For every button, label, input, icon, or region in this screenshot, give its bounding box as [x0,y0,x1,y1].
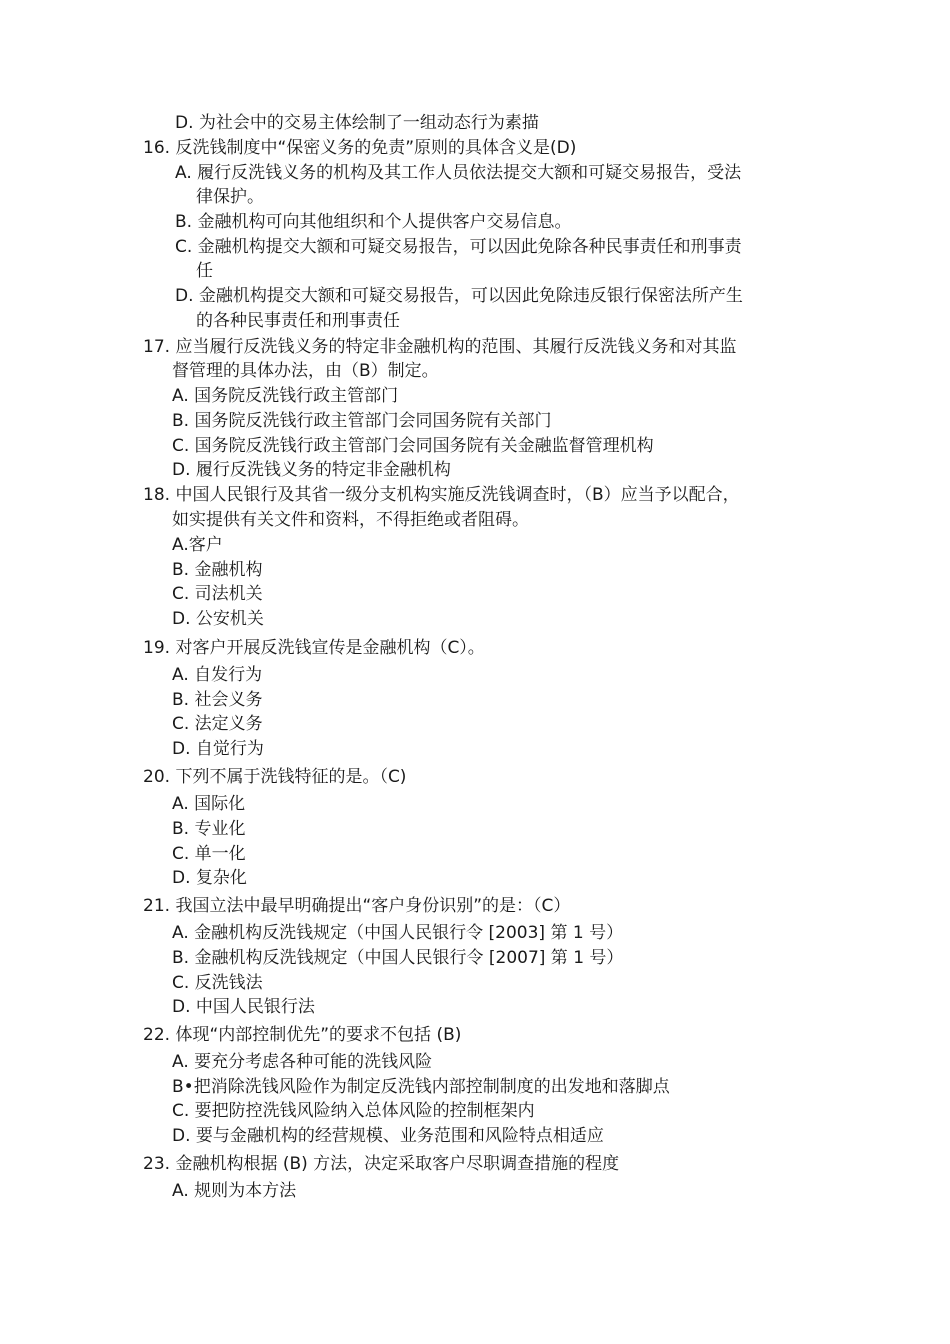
q16-option-d: D. 金融机构提交大额和可疑交易报告，可以因此免除违反银行保密法所产生 [175,286,743,306]
q23-stem: 23. 金融机构根据 (B) 方法，决定采取客户尽职调查措施的程度 [143,1154,620,1174]
q20-stem: 20. 下列不属于洗钱特征的是。（C) [143,767,407,787]
q20-option-b: B. 专业化 [172,819,246,839]
q19-option-b: B. 社会义务 [172,690,263,710]
q16-option-c-cont: 任 [196,261,213,281]
q17-stem-cont: 督管理的具体办法，由（B）制定。 [172,361,439,381]
q16-option-a-cont: 律保护。 [196,187,264,207]
q22-stem: 22. 体现“内部控制优先”的要求不包括 (B) [143,1025,462,1045]
q19-option-a: A. 自发行为 [172,665,263,685]
q22-option-d: D. 要与金融机构的经营规模、业务范围和风险特点相适应 [172,1126,604,1146]
q23-option-a: A. 规则为本方法 [172,1181,297,1201]
q21-option-d: D. 中国人民银行法 [172,997,315,1017]
q15-option-d: D. 为社会中的交易主体绘制了一组动态行为素描 [175,113,539,133]
q19-option-c: C. 法定义务 [172,714,263,734]
q17-option-a: A. 国务院反洗钱行政主管部门 [172,386,399,406]
q18-stem: 18. 中国人民银行及其省一级分支机构实施反洗钱调查时，（B）应当予以配合， [143,485,740,505]
q17-option-d: D. 履行反洗钱义务的特定非金融机构 [172,460,451,480]
q20-option-a: A. 国际化 [172,794,246,814]
q22-option-a: A. 要充分考虑各种可能的洗钱风险 [172,1052,433,1072]
q20-option-d: D. 复杂化 [172,868,247,888]
q18-option-d: D. 公安机关 [172,609,264,629]
q16-option-b: B. 金融机构可向其他组织和个人提供客户交易信息。 [175,212,572,232]
q21-option-c: C. 反洗钱法 [172,973,263,993]
q17-stem: 17. 应当履行反洗钱义务的特定非金融机构的范围、其履行反洗钱义务和对其监 [143,337,737,357]
q16-stem: 16. 反洗钱制度中“保密义务的免责”原则的具体含义是(D) [143,138,577,158]
q20-option-c: C. 单一化 [172,844,246,864]
q19-stem: 19. 对客户开展反洗钱宣传是金融机构（C）。 [143,638,485,658]
q17-option-b: B. 国务院反洗钱行政主管部门会同国务院有关部门 [172,411,552,431]
q18-option-b: B. 金融机构 [172,560,263,580]
q18-option-a: A.客户 [172,535,223,555]
q18-stem-cont: 如实提供有关文件和资料，不得拒绝或者阻碍。 [172,510,529,530]
q21-option-b: B. 金融机构反洗钱规定（中国人民银行令 [2007] 第 1 号） [172,948,624,968]
q19-option-d: D. 自觉行为 [172,739,264,759]
q21-stem: 21. 我国立法中最早明确提出“客户身份识别”的是：（C） [143,896,571,916]
q18-option-c: C. 司法机关 [172,584,263,604]
q16-option-c: C. 金融机构提交大额和可疑交易报告，可以因此免除各种民事责任和刑事责 [175,237,742,257]
q17-option-c: C. 国务院反洗钱行政主管部门会同国务院有关金融监督管理机构 [172,436,654,456]
q16-option-d-cont: 的各种民事责任和刑事责任 [196,311,400,331]
q16-option-a: A. 履行反洗钱义务的机构及其工作人员依法提交大额和可疑交易报告，受法 [175,163,742,183]
q21-option-a: A. 金融机构反洗钱规定（中国人民银行令 [2003] 第 1 号） [172,923,624,943]
q22-option-b: B•把消除洗钱风险作为制定反洗钱内部控制制度的出发地和落脚点 [172,1077,670,1097]
q22-option-c: C. 要把防控洗钱风险纳入总体风险的控制框架内 [172,1101,535,1121]
